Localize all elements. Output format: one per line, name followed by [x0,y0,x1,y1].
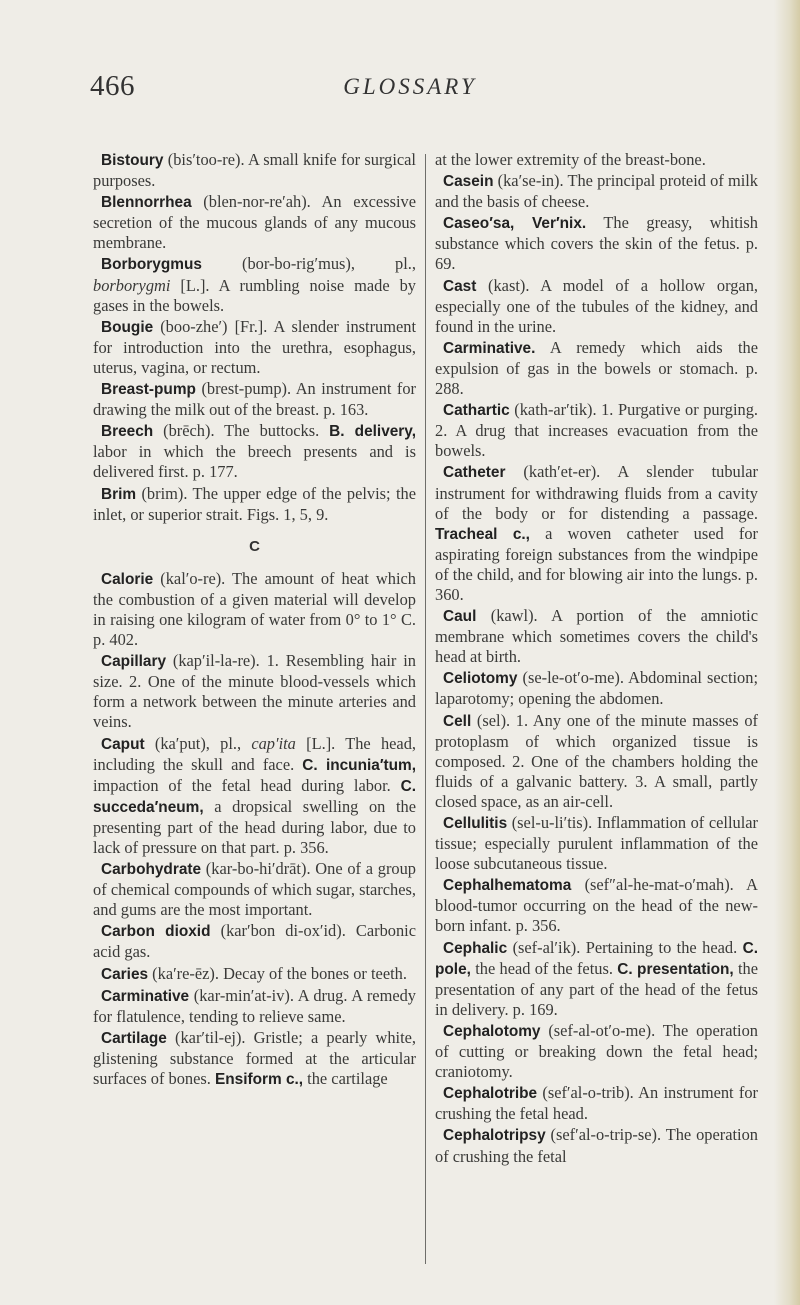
entry-carbon-dioxid [93,921,416,962]
left-column [93,150,416,1091]
entry-cellulitis [435,813,758,874]
definition: the presentation of any part of the head of the fetus in delivery. p. 169. [435,958,758,1019]
entry-caseosa-vernix [435,213,758,274]
entry-cephalotripsy [435,1125,758,1166]
entry-cathartic [435,400,758,461]
headword: Celiotomy [443,670,518,688]
entry-blennorrhea [93,192,416,253]
headword: Caries [101,965,149,983]
headword: Cephalotribe [443,1085,538,1103]
entry-continuation [435,150,758,170]
definition: (kath-ar′tik). 1. Purgative or purging. 2. A drug that increases evacuation from the bowels. [435,400,758,461]
headword: Carbon dioxid [101,923,211,941]
subentry-heading: Tracheal c., [435,525,530,543]
entry-cephalic [435,938,758,1020]
definition: (boo-zhe′) [Fr.]. A slender instrument for introduction into the urethra, esophagus, uterus, vagina, or rectum. [93,316,416,377]
definition: (kar-bo-hi′drāt). One of a group of chemical compounds of which sugar, starches, and gums are the most important. [93,859,416,920]
headword: Bistoury [101,152,164,169]
definition: (ka′put), pl., [144,733,252,753]
entry-bougie [93,317,416,378]
headword: Carbohydrate [101,861,202,879]
definition: (brest-pump). An instrument for drawing the milk out of the breast. p. 163. [93,379,416,420]
definition: the head of the fetus. [470,958,618,978]
definition: A remedy which aids the expulsion of gas in the bowels or stomach. p. 288. [435,337,758,399]
headword: Cell [443,712,472,730]
definition: (brim). The upper edge of the pelvis; the inlet, or superior strait. Figs. 1, 5, 9. [93,483,416,524]
entry-cephalotomy [435,1021,758,1082]
subentry-heading: B. delivery, [329,423,416,441]
definition: The greasy, whitish substance which covers the skin of the fetus. p. 69. [435,213,758,274]
definition: at the lower extremity of the breast-bone. [435,150,706,169]
page-header [90,70,730,120]
definition: (ka′se-in). The principal proteid of milk and the basis of cheese. [435,171,758,212]
headword: Cartilage [101,1029,167,1047]
definition: (sef″al-he-mat-o′mah). A blood-tumor occurring on the head of the new-born infant. p. 356. [435,875,758,936]
definition: (se-le-ot′o-me). Abdominal section; laparotomy; opening the abdomen. [435,668,758,709]
headword: Cast [443,277,477,295]
definition: (kar-min′at-iv). A drug. A remedy for flatulence, tending to relieve same. [93,985,416,1026]
headword: Cephalhematoma [443,877,572,895]
entry-caul [435,606,758,667]
definition: impaction of the fetal head during labor. [93,775,401,795]
headword: Caul [443,608,477,626]
headword: Borborygmus [101,256,202,274]
headword: Cephalotripsy [443,1127,546,1145]
entry-breech [93,421,416,482]
entry-cell [435,711,758,812]
definition: a woven catheter used for aspirating foreign substances from the windpipe of the child, and for blowing air into the lungs. p. 360. [435,523,758,604]
subentry-heading: Ensiform c., [214,1071,304,1089]
headword: Cathartic [443,402,510,420]
column-divider [425,154,426,1264]
plural-form: borborygmi [93,275,171,295]
definition: (sef′al-o-trip-se). The operation of crushing the fetal [435,1125,758,1166]
definition: (sef-al-ot′o-me). The operation of cutting or breaking down the fetal head; craniotomy. [435,1020,758,1082]
entry-caries [93,964,416,985]
entry-breast-pump [93,379,416,420]
definition: (kal′o-re). The amount of heat which the combustion of a given material will develop in raising one kilogram of water from 0° to 1° C. p. 402. [93,568,416,650]
headword: Brim [101,485,137,503]
headword: Breech [101,423,154,441]
definition: (kast). A model of a hollow organ, especially one of the tubules of the kidney, and found in the urine. [435,275,758,336]
definition: (kap′il-la-re). 1. Resembling hair in size. 2. One of the minute blood-vessels which form a network between the minute arteries and veins. [93,651,416,732]
definition: the cartilage [303,1069,388,1089]
entry-catheter [435,462,758,605]
definition: (kawl). A portion of the amniotic membrane which sometimes covers the child's head at birth. [435,606,758,667]
entry-brim [93,484,416,525]
definition: (bor-bo-rig′mus), pl., [201,254,416,274]
definition: [L.]. A rumbling noise made by gases in the bowels. [93,275,416,315]
definition: (bis′too-re). A small knife for surgical purposes. [93,150,416,191]
page-edge-shadow [774,0,800,1305]
headword: Bougie [101,318,154,336]
definition: (sel-u-li′tis). Inflammation of cellular tissue; especially purulent inflammation of the loose subcutaneous tissue. [435,813,758,874]
headword: Carminative [101,987,190,1005]
definition: labor in which the breech presents and is delivered first. p. 177. [93,442,416,482]
entry-cartilage [93,1028,416,1090]
entry-celiotomy [435,668,758,709]
headword: Cephalotomy [443,1022,541,1040]
running-head: GLOSSARY [343,74,477,99]
headword: Breast-pump [101,381,196,399]
entry-cephalhematoma [435,875,758,936]
headword: Casein [443,173,494,191]
definition: a dropsical swelling on the presenting part of the head during labor, due to lack of pressure on that part. p. 356. [93,796,416,857]
plural-form: cap′ita [251,733,296,753]
subentry-heading: C. incunia′tum, [302,756,417,774]
definition: (blen-nor-re′ah). An excessive secretion of the mucous glands of any mucous membrane. [93,192,416,253]
headword: Caseo′sa, Ver′nix. [443,215,587,233]
entry-casein [435,171,758,212]
entry-calorie [93,569,416,650]
definition: [L.]. The head, including the skull and face. [93,733,416,774]
definition: (sel). 1. Any one of the minute masses of protoplasm of which organized tissue is composed. 2. One of the chambers holding the fluids of a galvanic battery. 3. A small, partly closed space, as an air-cell. [435,710,758,811]
section-letter: C [249,537,260,555]
right-column [435,150,758,1168]
entry-caput [93,734,416,859]
headword: Carminative. [443,339,536,357]
definition: (brēch). The buttocks. [153,421,330,441]
headword: Capillary [101,653,167,671]
entry-capillary [93,651,416,732]
entry-carminative-2 [435,338,758,399]
headword: Catheter [443,464,506,482]
headword: Cephalic [443,939,508,957]
subentry-heading: C. pole, [435,939,758,978]
entry-borborygmus [93,254,416,315]
entry-carminative [93,986,416,1027]
definition: (kath′et-er). A slender tubular instrument for withdrawing fluids from a cavity of the body or for distending a passage. [435,462,758,523]
entry-cast [435,276,758,337]
definition: (sef-al′ik). Pertaining to the head. [507,937,743,957]
definition: (ka′re-ēz). Decay of the bones or teeth. [148,963,407,983]
subentry-heading: C. presentation, [617,960,734,978]
headword: Blennorrhea [101,194,192,212]
headword: Calorie [101,570,154,588]
page-number: 466 [90,70,135,102]
entry-bistoury [93,150,416,191]
definition: (kar′til-ej). Gristle; a pearly white, glistening substance formed at the articular surfaces of bones. [93,1027,416,1089]
definition: (sef′al-o-trib). An instrument for crushing the fetal head. [435,1083,758,1124]
headword: Caput [101,735,145,753]
definition: (kar′bon di-ox′id). Carbonic acid gas. [93,921,417,962]
entry-cephalotribe [435,1083,758,1124]
headword: Cellulitis [443,815,508,832]
entry-carbohydrate [93,859,416,920]
subentry-heading: C. succeda′neum, [93,777,416,816]
